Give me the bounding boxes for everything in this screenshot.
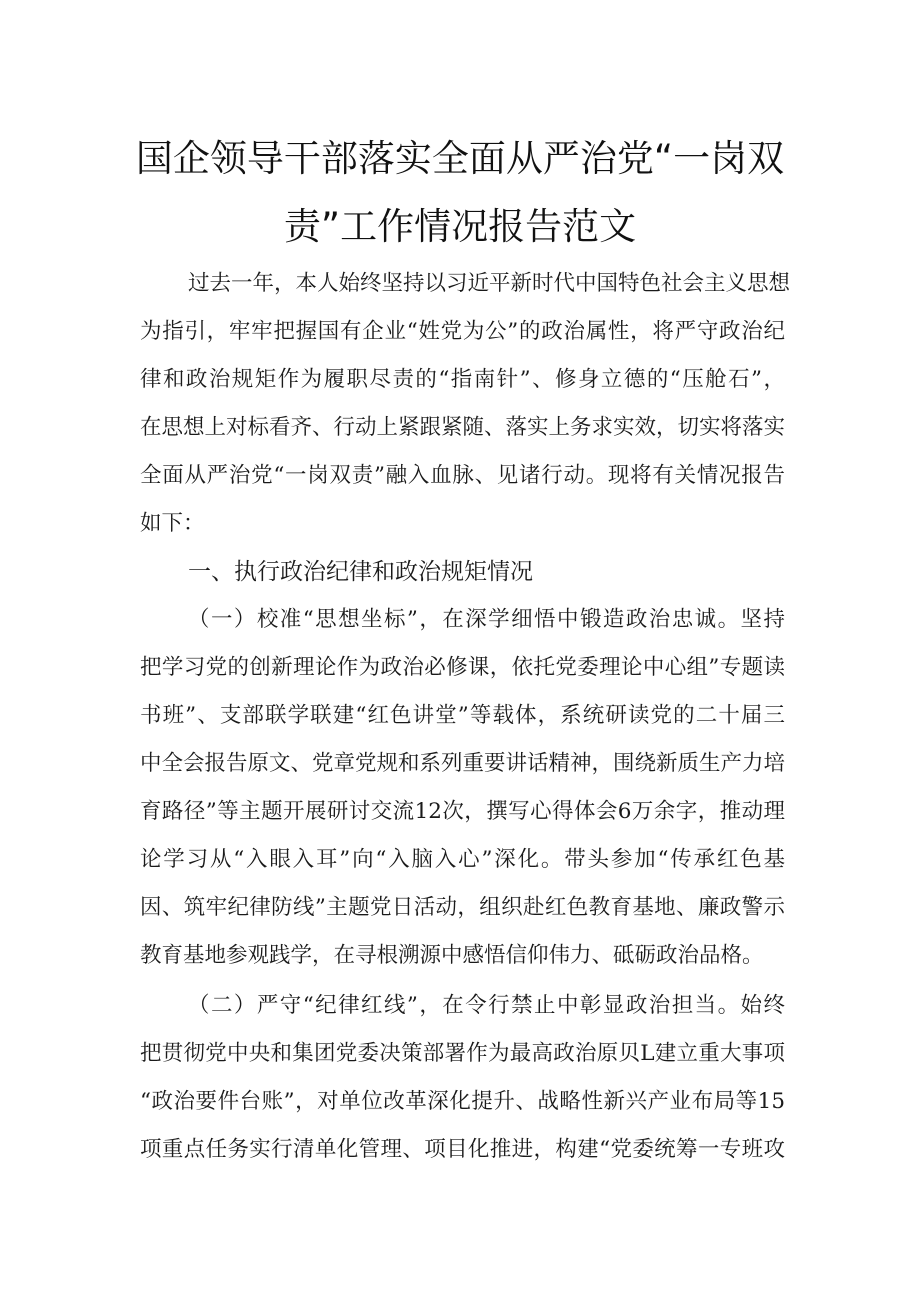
paragraph-line: 过去一年，本人始终坚持以习近平新时代中国特色社会主义思想 — [188, 271, 791, 296]
paragraph-line: 把贯彻党中央和集团党委决策部署作为最高政治原贝L建立重大事项 — [140, 1041, 785, 1066]
document-title-line-2: 责”工作情况报告范文 — [283, 205, 637, 248]
document-title-line-1: 国企领导干部落实全面从严治党“一岗双 — [135, 137, 785, 180]
paragraph-line: 书班”、支部联学联建“红色讲堂”等载体，系统研读党的二十届三 — [140, 703, 785, 728]
paragraph-line: 因、筑牢纪律防线”主题党日活动，组织赴红色教育基地、廉政警示 — [140, 895, 785, 920]
paragraph-line: 为指引，牢牢把握国有企业“姓党为公”的政治属性，将严守政治纪 — [140, 319, 785, 344]
paragraph-line: 中全会报告原文、党章党规和系列重要讲话精神，围绕新质生产力培 — [140, 751, 786, 776]
paragraph-line: 把学习党的创新理论作为政治必修课，依托党委理论中心组”专题读 — [140, 655, 785, 680]
paragraph-line: （二）严守“纪律红线”，在令行禁止中彰显政治担当。始终 — [188, 993, 785, 1018]
paragraph-line: （一）校准“思想坐标”，在深学细悟中锻造政治忠诚。坚持 — [188, 607, 785, 632]
paragraph-line: 教育基地参观践学，在寻根溯源中感悟信仰伟力、砥砺政治品格。 — [140, 943, 764, 968]
paragraph-line: 全面从严治党“一岗双责”融入血脉、见诸行动。现将有关情况报告 — [140, 463, 785, 488]
paragraph-line: “政治要件台账”，对单位改革深化提升、战略性新兴产业布局等15 — [140, 1089, 785, 1114]
paragraph-line: 论学习从“入眼入耳”向“入脑入心”深化。带头参加“传承红色基 — [140, 847, 785, 872]
section-heading: 一、执行政治纪律和政治规矩情况 — [188, 559, 533, 585]
paragraph-line: 律和政治规矩作为履职尽责的“指南针”、修身立德的“压舱石”， — [140, 367, 785, 392]
paragraph-line: 育路径”等主题开展研讨交流12次，撰写心得体会6万余字，推动理 — [140, 799, 785, 824]
paragraph-line: 在思想上对标看齐、行动上紧跟紧随、落实上务求实效，切实将落实 — [140, 415, 786, 440]
paragraph-line: 如下： — [140, 511, 205, 536]
paragraph-line: 项重点任务实行清单化管理、项目化推进，构建“党委统筹一专班攻 — [140, 1137, 785, 1162]
